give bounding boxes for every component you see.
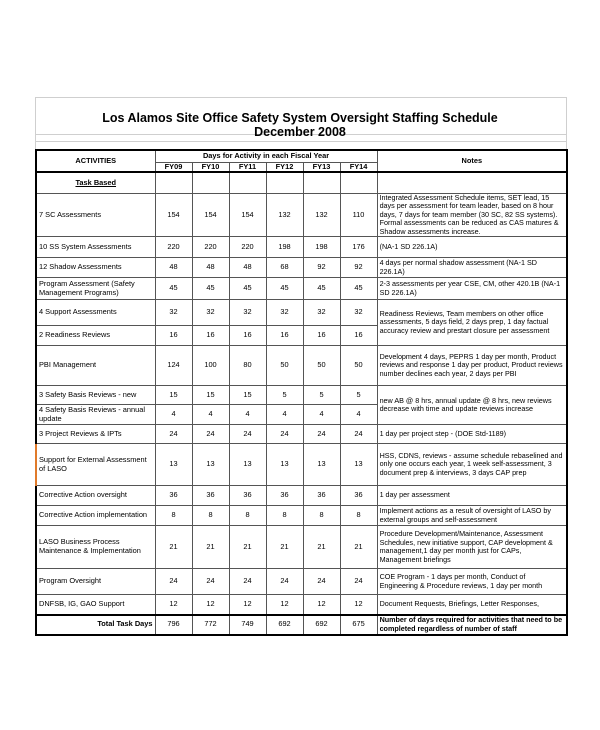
activity-cell: Corrective Action implementation bbox=[36, 506, 155, 526]
value-cell: 176 bbox=[340, 237, 377, 258]
activity-cell: LASO Business Process Maintenance & Implementation bbox=[36, 526, 155, 569]
value-cell: 48 bbox=[155, 258, 192, 278]
activity-cell: Program Oversight bbox=[36, 569, 155, 595]
note-cell: 1 day per assessment bbox=[377, 486, 567, 506]
value-cell: 12 bbox=[303, 595, 340, 615]
value-cell: 32 bbox=[340, 300, 377, 326]
note-cell: Readiness Reviews, Team members on other office assessments, 5 days field, 2 days prep, 1 day factual accuracy review and prestart closure per assessment bbox=[377, 300, 567, 346]
value-cell: 110 bbox=[340, 193, 377, 236]
activity-cell: Corrective Action oversight bbox=[36, 486, 155, 506]
table-row bbox=[36, 258, 567, 278]
value-cell: 5 bbox=[266, 386, 303, 405]
value-cell: 24 bbox=[266, 425, 303, 444]
value-cell: 12 bbox=[155, 595, 192, 615]
value-cell: 50 bbox=[266, 346, 303, 386]
value-cell: 13 bbox=[229, 444, 266, 486]
table-row bbox=[36, 425, 567, 444]
value-cell: 13 bbox=[340, 444, 377, 486]
header-activities: ACTIVITIES bbox=[36, 150, 155, 172]
value-cell: 12 bbox=[192, 595, 229, 615]
header-year: FY14 bbox=[340, 162, 377, 172]
value-cell: 12 bbox=[340, 595, 377, 615]
value-cell: 36 bbox=[155, 486, 192, 506]
activity-cell: DNFSB, IG, GAO Support bbox=[36, 595, 155, 615]
value-cell: 21 bbox=[155, 526, 192, 569]
value-cell: 45 bbox=[229, 278, 266, 300]
note-cell: COE Program - 1 days per month, Conduct of Engineering & Procedure reviews, 1 day per month bbox=[377, 569, 567, 595]
activity-cell: 4 Support Assessments bbox=[36, 300, 155, 326]
value-cell: 220 bbox=[229, 237, 266, 258]
header-days-group: Days for Activity in each Fiscal Year bbox=[155, 150, 377, 162]
value-cell: 13 bbox=[155, 444, 192, 486]
value-cell: 21 bbox=[303, 526, 340, 569]
total-note-cell: Number of days required for activities that need to be completed regardless of number of staff bbox=[377, 615, 567, 635]
table-row bbox=[36, 193, 567, 236]
value-cell: 4 bbox=[229, 405, 266, 425]
value-cell: 36 bbox=[266, 486, 303, 506]
value-cell: 48 bbox=[229, 258, 266, 278]
table-row bbox=[36, 569, 567, 595]
table-row bbox=[36, 300, 567, 326]
value-cell: 132 bbox=[266, 193, 303, 236]
value-cell: 32 bbox=[303, 300, 340, 326]
value-cell: 220 bbox=[192, 237, 229, 258]
value-cell: 8 bbox=[155, 506, 192, 526]
value-cell: 24 bbox=[229, 425, 266, 444]
activity-cell: 10 SS System Assessments bbox=[36, 237, 155, 258]
value-cell: 24 bbox=[266, 569, 303, 595]
total-row bbox=[36, 615, 567, 635]
table-row bbox=[36, 444, 567, 486]
note-cell: 4 days per normal shadow assessment (NA-1 SD 226.1A) bbox=[377, 258, 567, 278]
value-cell: 154 bbox=[155, 193, 192, 236]
note-cell: Procedure Development/Maintenance, Assessment Schedules, new initiative support, CAP development & management,1 day per month just for CAPs, Management briefings bbox=[377, 526, 567, 569]
value-cell: 50 bbox=[340, 346, 377, 386]
value-cell: 36 bbox=[192, 486, 229, 506]
value-cell: 24 bbox=[155, 425, 192, 444]
value-cell: 8 bbox=[340, 506, 377, 526]
value-cell: 12 bbox=[229, 595, 266, 615]
value-cell: 16 bbox=[155, 326, 192, 346]
table-row bbox=[36, 506, 567, 526]
table-row bbox=[36, 595, 567, 615]
note-cell: Integrated Assessment Schedule items, SET lead, 15 days per assessment for team leader, based on 8 hour days, 7 days for team member (30 SC, 82 SS systems). Formal assessments can be reduced as CAS matures & Shadow assessments increase. bbox=[377, 193, 567, 236]
value-cell: 124 bbox=[155, 346, 192, 386]
value-cell: 24 bbox=[155, 569, 192, 595]
value-cell: 21 bbox=[229, 526, 266, 569]
total-value-cell: 749 bbox=[229, 615, 266, 635]
value-cell: 21 bbox=[340, 526, 377, 569]
value-cell: 68 bbox=[266, 258, 303, 278]
value-cell: 45 bbox=[266, 278, 303, 300]
value-cell: 12 bbox=[266, 595, 303, 615]
value-cell: 154 bbox=[229, 193, 266, 236]
table-row bbox=[36, 526, 567, 569]
total-value-cell: 772 bbox=[192, 615, 229, 635]
value-cell: 4 bbox=[340, 405, 377, 425]
value-cell: 32 bbox=[266, 300, 303, 326]
activity-cell: 3 Project Reviews & IPTs bbox=[36, 425, 155, 444]
header-year: FY10 bbox=[192, 162, 229, 172]
value-cell: 16 bbox=[192, 326, 229, 346]
value-cell: 24 bbox=[303, 569, 340, 595]
table-row bbox=[36, 237, 567, 258]
value-cell: 198 bbox=[266, 237, 303, 258]
header-year: FY11 bbox=[229, 162, 266, 172]
value-cell: 100 bbox=[192, 346, 229, 386]
total-label: Total Task Days bbox=[36, 615, 155, 635]
activity-cell: 12 Shadow Assessments bbox=[36, 258, 155, 278]
value-cell: 36 bbox=[229, 486, 266, 506]
note-cell: Document Requests, Briefings, Letter Responses, bbox=[377, 595, 567, 615]
value-cell: 24 bbox=[340, 569, 377, 595]
value-cell: 21 bbox=[266, 526, 303, 569]
table-row bbox=[36, 278, 567, 300]
value-cell: 45 bbox=[192, 278, 229, 300]
value-cell: 36 bbox=[340, 486, 377, 506]
table-row bbox=[36, 346, 567, 386]
value-cell: 24 bbox=[340, 425, 377, 444]
total-value-cell: 692 bbox=[303, 615, 340, 635]
value-cell: 13 bbox=[303, 444, 340, 486]
value-cell: 8 bbox=[303, 506, 340, 526]
value-cell: 198 bbox=[303, 237, 340, 258]
value-cell: 4 bbox=[155, 405, 192, 425]
value-cell: 16 bbox=[340, 326, 377, 346]
value-cell: 24 bbox=[229, 569, 266, 595]
value-cell: 48 bbox=[192, 258, 229, 278]
value-cell: 15 bbox=[192, 386, 229, 405]
value-cell: 45 bbox=[340, 278, 377, 300]
value-cell: 45 bbox=[155, 278, 192, 300]
value-cell: 24 bbox=[192, 425, 229, 444]
value-cell: 24 bbox=[192, 569, 229, 595]
header-notes: Notes bbox=[377, 150, 567, 172]
value-cell: 32 bbox=[229, 300, 266, 326]
note-cell: Development 4 days, PEPRS 1 day per month, Product reviews and response 1 day per product, Product reviews number declines each year, 2 days per PBI bbox=[377, 346, 567, 386]
note-cell: 1 day per project step - (DOE Std-1189) bbox=[377, 425, 567, 444]
value-cell: 32 bbox=[192, 300, 229, 326]
value-cell: 13 bbox=[192, 444, 229, 486]
value-cell: 132 bbox=[303, 193, 340, 236]
table-row bbox=[36, 486, 567, 506]
value-cell: 220 bbox=[155, 237, 192, 258]
value-cell: 80 bbox=[229, 346, 266, 386]
value-cell: 154 bbox=[192, 193, 229, 236]
total-value-cell: 692 bbox=[266, 615, 303, 635]
activity-cell: 3 Safety Basis Reviews - new bbox=[36, 386, 155, 405]
note-cell: new AB @ 8 hrs, annual update @ 8 hrs, new reviews decrease with time and update reviews increase bbox=[377, 386, 567, 425]
note-cell: (NA-1 SD 226.1A) bbox=[377, 237, 567, 258]
value-cell: 21 bbox=[192, 526, 229, 569]
value-cell: 32 bbox=[155, 300, 192, 326]
activity-cell: 7 SC Assessments bbox=[36, 193, 155, 236]
value-cell: 15 bbox=[155, 386, 192, 405]
value-cell: 15 bbox=[229, 386, 266, 405]
value-cell: 24 bbox=[303, 425, 340, 444]
value-cell: 8 bbox=[266, 506, 303, 526]
staffing-table bbox=[35, 149, 568, 636]
value-cell: 50 bbox=[303, 346, 340, 386]
activity-cell: Program Assessment (Safety Management Programs) bbox=[36, 278, 155, 300]
value-cell: 92 bbox=[340, 258, 377, 278]
section-label: Task Based bbox=[36, 172, 155, 193]
value-cell: 4 bbox=[192, 405, 229, 425]
header-year: FY12 bbox=[266, 162, 303, 172]
activity-cell: PBI Management bbox=[36, 346, 155, 386]
total-value-cell: 675 bbox=[340, 615, 377, 635]
header-year: FY13 bbox=[303, 162, 340, 172]
note-cell: HSS, CDNS, reviews - assume schedule rebaselined and only one occurs each year, 1 week self-assessment, 3 document prep & interviews, 3 days CAP prep bbox=[377, 444, 567, 486]
value-cell: 92 bbox=[303, 258, 340, 278]
value-cell: 8 bbox=[229, 506, 266, 526]
value-cell: 16 bbox=[266, 326, 303, 346]
value-cell: 8 bbox=[192, 506, 229, 526]
page-date: December 2008 bbox=[254, 125, 346, 139]
value-cell: 16 bbox=[229, 326, 266, 346]
table-row bbox=[36, 386, 567, 405]
value-cell: 5 bbox=[303, 386, 340, 405]
activity-cell: 2 Readiness Reviews bbox=[36, 326, 155, 346]
value-cell: 13 bbox=[266, 444, 303, 486]
value-cell: 5 bbox=[340, 386, 377, 405]
value-cell: 4 bbox=[303, 405, 340, 425]
total-value-cell: 796 bbox=[155, 615, 192, 635]
value-cell: 36 bbox=[303, 486, 340, 506]
page-title: Los Alamos Site Office Safety System Oversight Staffing Schedule bbox=[102, 111, 498, 125]
note-cell: Implement actions as a result of oversight of LASO by external groups and self-assessment bbox=[377, 506, 567, 526]
value-cell: 16 bbox=[303, 326, 340, 346]
value-cell: 45 bbox=[303, 278, 340, 300]
header-year: FY09 bbox=[155, 162, 192, 172]
activity-cell: 4 Safety Basis Reviews - annual update bbox=[36, 405, 155, 425]
activity-cell: Support for External Assessment of LASO bbox=[36, 444, 155, 486]
value-cell: 4 bbox=[266, 405, 303, 425]
note-cell: 2-3 assessments per year CSE, CM, other 420.1B (NA-1 SD 226.1A) bbox=[377, 278, 567, 300]
